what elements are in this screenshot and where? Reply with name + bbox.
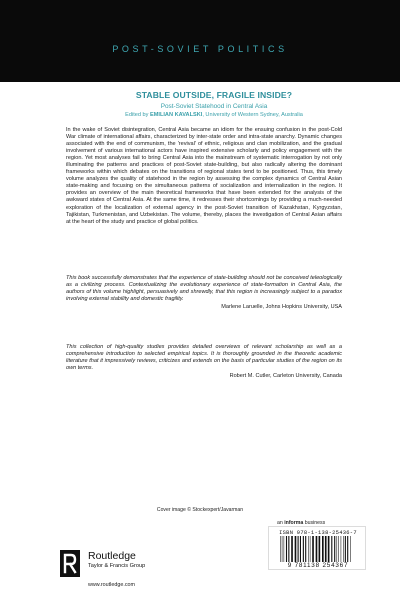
top-band	[0, 0, 400, 82]
editor-name: EMILIAN KAVALSKI	[150, 112, 203, 118]
informa-an: an	[277, 520, 285, 526]
series-name: POST-SOVIET POLITICS	[112, 44, 288, 54]
edited-by-label: Edited by	[125, 112, 151, 118]
book-subtitle: Post-Soviet Statehood in Central Asia	[160, 103, 268, 110]
barcode-number: 9 781138 254367	[287, 562, 349, 569]
endorsement	[66, 275, 342, 311]
publisher-group: Taylor & Francis Group	[88, 563, 146, 569]
endorsement-quote: This book successfully demonstrates that the experience of state-building should not be conceived teleologically as a civilizing process. Contextualizing the evolutionary experience of state-formation in Central Asia, the authors of this volume highlight, persuasively and shrewdly, that this region is increasingly subject to a paradox involving external stability and domestic fragility.	[66, 275, 342, 303]
publisher-name: Routledge	[88, 550, 136, 562]
title-block	[120, 82, 308, 124]
cover-image-credit: Cover image © Stockexpert/Javarman	[156, 507, 244, 513]
informa-business: business	[303, 520, 326, 526]
editor-affiliation: , University of Western Sydney, Australia	[202, 112, 303, 118]
barcode-box	[268, 526, 366, 570]
informa-word: informa	[284, 520, 304, 526]
book-title: STABLE OUTSIDE, FRAGILE INSIDE?	[135, 90, 293, 100]
isbn-label: ISBN 978-1-138-25436-7	[279, 530, 357, 536]
barcode-icon	[279, 536, 357, 562]
endorsement-author: Robert M. Cutler, Carleton University, Canada	[229, 373, 342, 380]
endorsement-quote: This collection of high-quality studies provides detailed overviews of relevant scholarship as well as a comprehensive introduction to selected empirical topics. It is thoroughly grounded in the theoretic academic literature that it impressively reviews, criticizes and extends on the basis of particular studies of the region on its own terms.	[66, 344, 342, 372]
endorsement	[66, 344, 342, 380]
routledge-logo-icon	[58, 549, 84, 579]
publisher-url: www.routledge.com	[88, 582, 136, 588]
editor-line	[120, 112, 308, 118]
endorsement-author: Marlene Laruelle, Johns Hopkins University, USA	[221, 304, 342, 311]
description-paragraph: In the wake of Soviet disintegration, Central Asia became an idiom for the ensuing confusion in the post-Cold War climate of international affairs, characterized by inter-state order and intra-state anarchy. Dynamic changes associated with the end of communism, the 'revival' of ethnic, religious and clan mobilization, and the gradual involvement of various international actors have inspired extensive scholarly and policy engagement with the region. Yet most analyses fail to bring Central Asia into the mainstream of systematic interrogation by not only illuminating the patterns and practices of post-Soviet state-building, but also radically altering the dominant frameworks within which debates on the transitions of regional states tend to be positioned. Thus, this timely volume analyzes the quality of statehood in the region by assessing the complex dynamics of Central Asian state-making and focusing on the simultaneous patterns of socialization and internalization in the region. It provides an overview of the main theoretical frameworks that have been extended for the analysis of the awkward states of Central Asia. At the same time, it redresses their shortcomings by providing a much-needed exploration of the localization of external agency in the post-Soviet transition of Kazakhstan, Kyrgyzstan, Tajikistan, Turkmenistan, and Uzbekistan. The volume, thereby, places the investigation of Central Asian affairs at the heart of the study and practice of global politics.	[66, 127, 342, 225]
